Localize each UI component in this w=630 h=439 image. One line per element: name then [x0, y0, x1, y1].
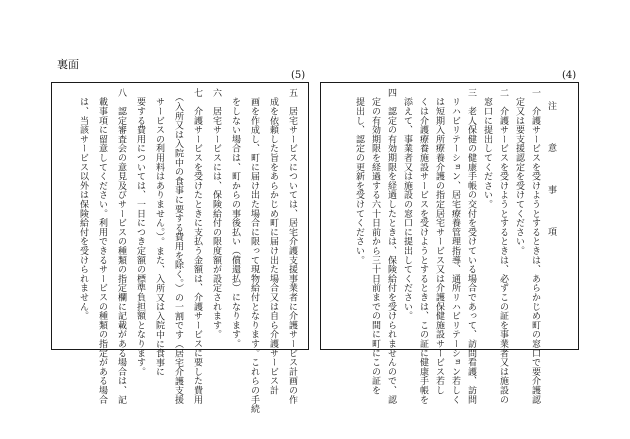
- note-column: 添えて、事業者又は施設の窓口に提出してください。: [402, 88, 412, 321]
- notes-title: 注 意 事 項: [546, 101, 556, 248]
- note-column: 窓口に提出してください。: [482, 88, 492, 209]
- note-column: 二 介護サービスを受けようとするときは、必ずこの証を事業者又は施設の: [498, 88, 508, 405]
- note-column: サービスの利用料はありません。）。また、入所又は入院中に食事に: [154, 88, 164, 377]
- page-number-right: (4): [562, 70, 577, 81]
- note-column: リハビリテーション、居宅療養管理指導、通所リハビリテーション若しく: [450, 88, 460, 405]
- note-column: 六 居宅サービスには、保険給付の限度額が設定されます。: [211, 88, 221, 340]
- note-column: 定又は要支援認定を受けてください。: [514, 88, 524, 256]
- note-column: 成を依頼した旨をあらかじめ町に届け出た場合又は自ら介護サービス計: [268, 88, 278, 395]
- note-column: 五 居宅サービスについては、居宅介護支援事業者に介護サービス計画の作: [287, 88, 297, 405]
- note-column: 三 老人保健の健康手帳の交付を受けている場合であって、訪問看護、訪問: [466, 88, 476, 405]
- notes-panel-right: [320, 82, 579, 405]
- note-column: 四 認定の有効期限を経過したときは、保険給付を受けられませんので、認: [386, 88, 396, 405]
- note-column: は短期入所療養介護の指定居宅サービス又は介護保健施設サービス若し: [434, 88, 444, 395]
- note-column: 画を作成し、町に届け出た場合に限って現物給付となります。これらの手続: [249, 88, 259, 414]
- note-column: 八 認定審査会の意見及びサービスの種類の指定欄に記載がある場合は、記: [116, 88, 126, 405]
- notes-panel-left: [51, 82, 309, 414]
- note-column: 一 介護サービスを受けようとするときは、あらかじめ町の窓口で要介護認: [530, 88, 540, 405]
- page-number-left: (5): [291, 70, 306, 81]
- note-column: をしない場合は、町からの事後払い（償還払）になります。: [230, 88, 240, 349]
- note-column: 定の有効期限を経過する六十日前から三十日前までの間に町にこの証を: [370, 88, 380, 395]
- note-column: （入所又は入院中の食事に要する費用を除く。）の一割です（居宅介護支援: [173, 88, 183, 405]
- header-label: 裏面: [57, 58, 79, 71]
- note-column: 提出し、認定の更新を受けてください。: [354, 88, 364, 265]
- note-column: 要する費用については、一日につき定額の標準負担額となります。: [135, 88, 145, 377]
- note-column: は、当該サービス以外は保険給付を受けられません。: [78, 88, 88, 321]
- note-column: 七 介護サービスを受けたときに支払う金額は、介護サービスに要した費用: [192, 88, 202, 405]
- note-column: 載事項に留意してください。利用できるサービスの種類の指定がある場合: [97, 88, 107, 405]
- note-column: くは介護療養施設サービスを受けようとするときは、この証に健康手帳を: [418, 88, 428, 405]
